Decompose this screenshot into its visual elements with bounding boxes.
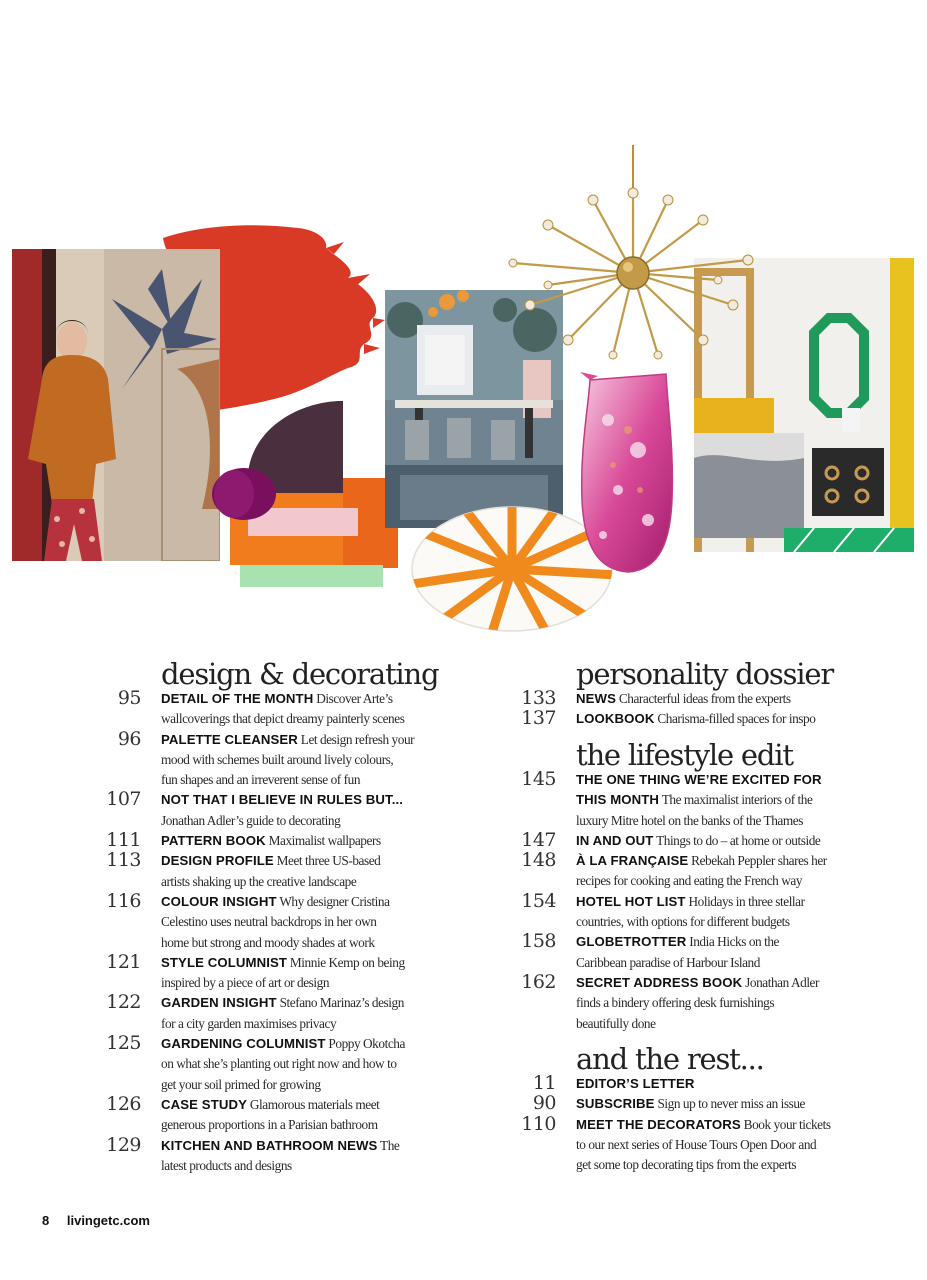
entry-line: [161, 973, 521, 993]
entry-description: Meet three US-based: [273, 853, 381, 869]
entry-line: [576, 973, 927, 993]
entry-description: finds a bindery offering desk furnishings: [576, 995, 775, 1011]
entry-description: Celestino uses neutral backdrops in her own: [161, 914, 377, 930]
entry-description: home but strong and moody shades at work: [161, 934, 375, 950]
entry-heading: EDITOR’S LETTER: [576, 1076, 695, 1091]
entry-description: Caribbean paradise of Harbour Island: [576, 954, 760, 970]
entry-description: Let design refresh your: [297, 731, 415, 747]
entry-line: [161, 851, 521, 871]
page-reference-number: 110: [521, 1112, 556, 1135]
entry-line: [576, 709, 927, 729]
section-personality-dossier: [521, 657, 927, 730]
entry-line: [576, 1155, 927, 1175]
contents-entry[interactable]: [117, 727, 521, 791]
entry-description: beautifully done: [576, 1015, 656, 1031]
contents-entry[interactable]: [106, 889, 521, 953]
entry-line: [161, 892, 521, 912]
entry-heading: KITCHEN AND BATHROOM NEWS: [161, 1137, 378, 1153]
entry-line: [161, 1156, 521, 1176]
entry-line: [161, 770, 521, 790]
entry-line: [576, 831, 927, 851]
entry-description: Why designer Cristina: [276, 893, 390, 909]
page-reference-number: 11: [532, 1072, 556, 1094]
entry-heading: GARDENING COLUMNIST: [161, 1036, 326, 1052]
section-title: design & decorating: [161, 657, 439, 691]
contents-entry[interactable]: [521, 970, 927, 1034]
entry-line: [576, 770, 927, 790]
page-reference-number: 107: [106, 788, 141, 811]
page-reference-number: 133: [521, 687, 556, 709]
entry-line: [161, 872, 521, 892]
page-reference-number: 96: [117, 727, 141, 750]
contents-entry[interactable]: [106, 991, 521, 1034]
entry-heading: NEWS: [576, 691, 616, 706]
entry-line: [161, 689, 521, 709]
section-title: the lifestyle edit: [576, 738, 793, 772]
entry-line: [576, 689, 927, 709]
entry-description: for a city garden maximises privacy: [161, 1015, 337, 1031]
entry-line: [576, 1094, 927, 1114]
contents-entry[interactable]: [521, 1112, 927, 1176]
entry-heading: DETAIL OF THE MONTH: [161, 691, 314, 706]
entry-heading: COLOUR INSIGHT: [161, 893, 277, 909]
entry-heading: PATTERN BOOK: [161, 833, 266, 849]
entry-line: [161, 1014, 521, 1034]
contents-entry[interactable]: [117, 687, 521, 730]
designer-portrait-photo: [12, 249, 220, 561]
contents-entry[interactable]: [532, 1092, 927, 1115]
entry-line: [161, 709, 521, 729]
entry-description: The maximalist interiors of the: [659, 792, 813, 808]
entry-description: India Hicks on the: [686, 934, 779, 950]
entry-description: Glamorous materials meet: [247, 1096, 380, 1112]
page-reference-number: 90: [532, 1092, 556, 1115]
contents-entry[interactable]: [106, 1092, 521, 1136]
entry-heading: CASE STUDY: [161, 1096, 247, 1112]
contents-entry[interactable]: [106, 829, 521, 852]
section-design-decorating: [106, 657, 521, 1176]
contents-entry[interactable]: [521, 707, 927, 730]
entry-description: recipes for cooking and eating the French way: [576, 873, 803, 889]
entry-line: [161, 750, 521, 770]
page-reference-number: 116: [106, 889, 141, 912]
entry-heading: GLOBETROTTER: [576, 934, 687, 950]
entry-line: [576, 851, 927, 871]
entry-description: artists shaking up the creative landscape: [161, 873, 357, 889]
contents-entry[interactable]: [106, 1133, 521, 1177]
entry-line: [576, 1135, 927, 1155]
entry-description: Stefano Marinaz’s design: [276, 995, 404, 1011]
page-reference-number: 95: [117, 687, 141, 709]
entry-line: [161, 730, 521, 750]
entry-description: Minnie Kemp on being: [287, 954, 405, 970]
contents-entry[interactable]: [521, 768, 927, 831]
entry-description: Charisma-filled spaces for inspo: [654, 711, 816, 727]
entry-description: Book your tickets: [740, 1116, 831, 1132]
page-number: 8: [42, 1213, 50, 1228]
entry-description: Sign up to never miss an issue: [654, 1096, 805, 1112]
page-reference-number: 147: [521, 828, 556, 851]
entry-heading: SECRET ADDRESS BOOK: [576, 974, 743, 990]
contents-entry[interactable]: [521, 849, 927, 892]
entry-line: [161, 831, 521, 851]
entry-description: The: [377, 1137, 400, 1153]
entry-description: wallcoverings that depict dreamy painterly scenes: [161, 711, 405, 727]
page-reference-number: 129: [106, 1133, 141, 1156]
entry-heading: LOOKBOOK: [576, 711, 655, 727]
entry-line: [576, 811, 927, 831]
entry-line: [161, 1115, 521, 1135]
entry-line: [161, 811, 521, 831]
page-reference-number: 125: [106, 1032, 141, 1055]
entry-heading: HOTEL HOT LIST: [576, 893, 686, 909]
entry-line: [161, 1095, 521, 1115]
page-reference-number: 158: [521, 930, 556, 953]
contents-entry[interactable]: [106, 849, 521, 892]
entry-line: [576, 1115, 927, 1135]
entry-line: [161, 790, 521, 810]
entry-description: Discover Arte’s: [313, 691, 393, 706]
armchair-image: [208, 398, 400, 590]
entry-line: [576, 892, 927, 912]
entry-description: Poppy Okotcha: [325, 1036, 405, 1052]
contents-entry[interactable]: [521, 889, 927, 933]
entry-description: Jonathan Adler’s guide to decorating: [161, 812, 341, 828]
entry-line: [576, 1074, 927, 1094]
entry-line: [576, 993, 927, 1013]
entry-description: Holidays in three stellar: [685, 893, 805, 909]
entry-description: Maximalist wallpapers: [265, 833, 381, 849]
contents-entry[interactable]: [106, 950, 521, 994]
contents-entry[interactable]: [521, 687, 927, 709]
entry-list: [106, 687, 521, 1176]
page-reference-number: 122: [106, 991, 141, 1014]
page-reference-number: 137: [521, 707, 556, 730]
page-reference-number: 148: [521, 849, 556, 872]
entry-line: [161, 1136, 521, 1156]
entry-heading: PALETTE CLEANSER: [161, 731, 298, 747]
entry-description: Rebekah Peppler shares her: [688, 853, 827, 869]
entry-description: Things to do – at home or outside: [653, 832, 821, 848]
entry-description: Jonathan Adler: [742, 974, 819, 990]
entry-heading: DESIGN PROFILE: [161, 853, 274, 869]
entry-line: [576, 953, 927, 973]
entry-heading: THIS MONTH: [576, 792, 660, 808]
entry-heading: SUBSCRIBE: [576, 1096, 655, 1112]
entry-heading: STYLE COLUMNIST: [161, 954, 288, 970]
entry-line: [161, 993, 521, 1013]
entry-line: [161, 1054, 521, 1074]
entry-line: [576, 932, 927, 952]
entry-description: latest products and designs: [161, 1157, 292, 1173]
sputnik-chandelier-image: [508, 145, 758, 360]
entry-line: [576, 871, 927, 891]
contents-entry[interactable]: [521, 828, 927, 851]
page-reference-number: 113: [106, 849, 141, 872]
page-reference-number: 111: [106, 829, 141, 852]
site-url[interactable]: livingetc.com: [66, 1213, 150, 1228]
entry-line: [576, 790, 927, 810]
page-reference-number: 121: [106, 950, 141, 973]
entry-list: [521, 687, 927, 730]
entry-heading: GARDEN INSIGHT: [161, 995, 277, 1011]
entry-description: countries, with options for different budgets: [576, 914, 790, 930]
entry-line: [576, 1014, 927, 1034]
entry-description: mood with schemes built around lively colours,: [161, 751, 394, 767]
entry-description: inspired by a piece of art or design: [161, 975, 330, 991]
entry-list: [521, 1072, 927, 1175]
entry-line: [161, 1075, 521, 1095]
page-reference-number: 126: [106, 1092, 141, 1115]
entry-heading: IN AND OUT: [576, 832, 654, 848]
page-reference-number: 145: [521, 768, 556, 790]
contents-entry[interactable]: [106, 788, 521, 831]
pink-glass-jug-image: [578, 370, 676, 576]
section-title: and the rest...: [576, 1042, 764, 1076]
page-reference-number: 162: [521, 970, 556, 993]
entry-heading: MEET THE DECORATORS: [576, 1116, 741, 1132]
entry-description: Characterful ideas from the experts: [615, 691, 791, 706]
entry-line: [161, 953, 521, 973]
section-lifestyle-edit: [521, 738, 927, 1034]
entry-description: on what she’s planting out right now and how to: [161, 1056, 397, 1072]
section-title: personality dossier: [576, 657, 833, 691]
entry-heading: NOT THAT I BELIEVE IN RULES BUT...: [161, 792, 404, 808]
entry-description: get your soil primed for growing: [161, 1076, 321, 1092]
entry-line: [161, 1034, 521, 1054]
page-footer: [42, 1213, 164, 1228]
entry-list: [521, 768, 927, 1034]
contents-entry[interactable]: [106, 1032, 521, 1095]
entry-description: to our next series of House Tours Open Door and: [576, 1136, 817, 1152]
entry-description: fun shapes and an irreverent sense of fun: [161, 772, 361, 788]
entry-heading: À LA FRANÇAISE: [576, 853, 689, 869]
entry-description: generous proportions in a Parisian bathroom: [161, 1117, 378, 1133]
entry-description: luxury Mitre hotel on the banks of the Thames: [576, 812, 803, 828]
page-reference-number: 154: [521, 889, 556, 912]
contents-entry[interactable]: [532, 1072, 927, 1094]
contents-entry[interactable]: [521, 930, 927, 973]
entry-line: [576, 912, 927, 932]
entry-heading: THE ONE THING WE’RE EXCITED FOR: [576, 772, 822, 787]
section-and-the-rest: [521, 1042, 927, 1175]
entry-line: [161, 912, 521, 932]
entry-description: get some top decorating tips from the experts: [576, 1157, 797, 1173]
entry-line: [161, 933, 521, 953]
